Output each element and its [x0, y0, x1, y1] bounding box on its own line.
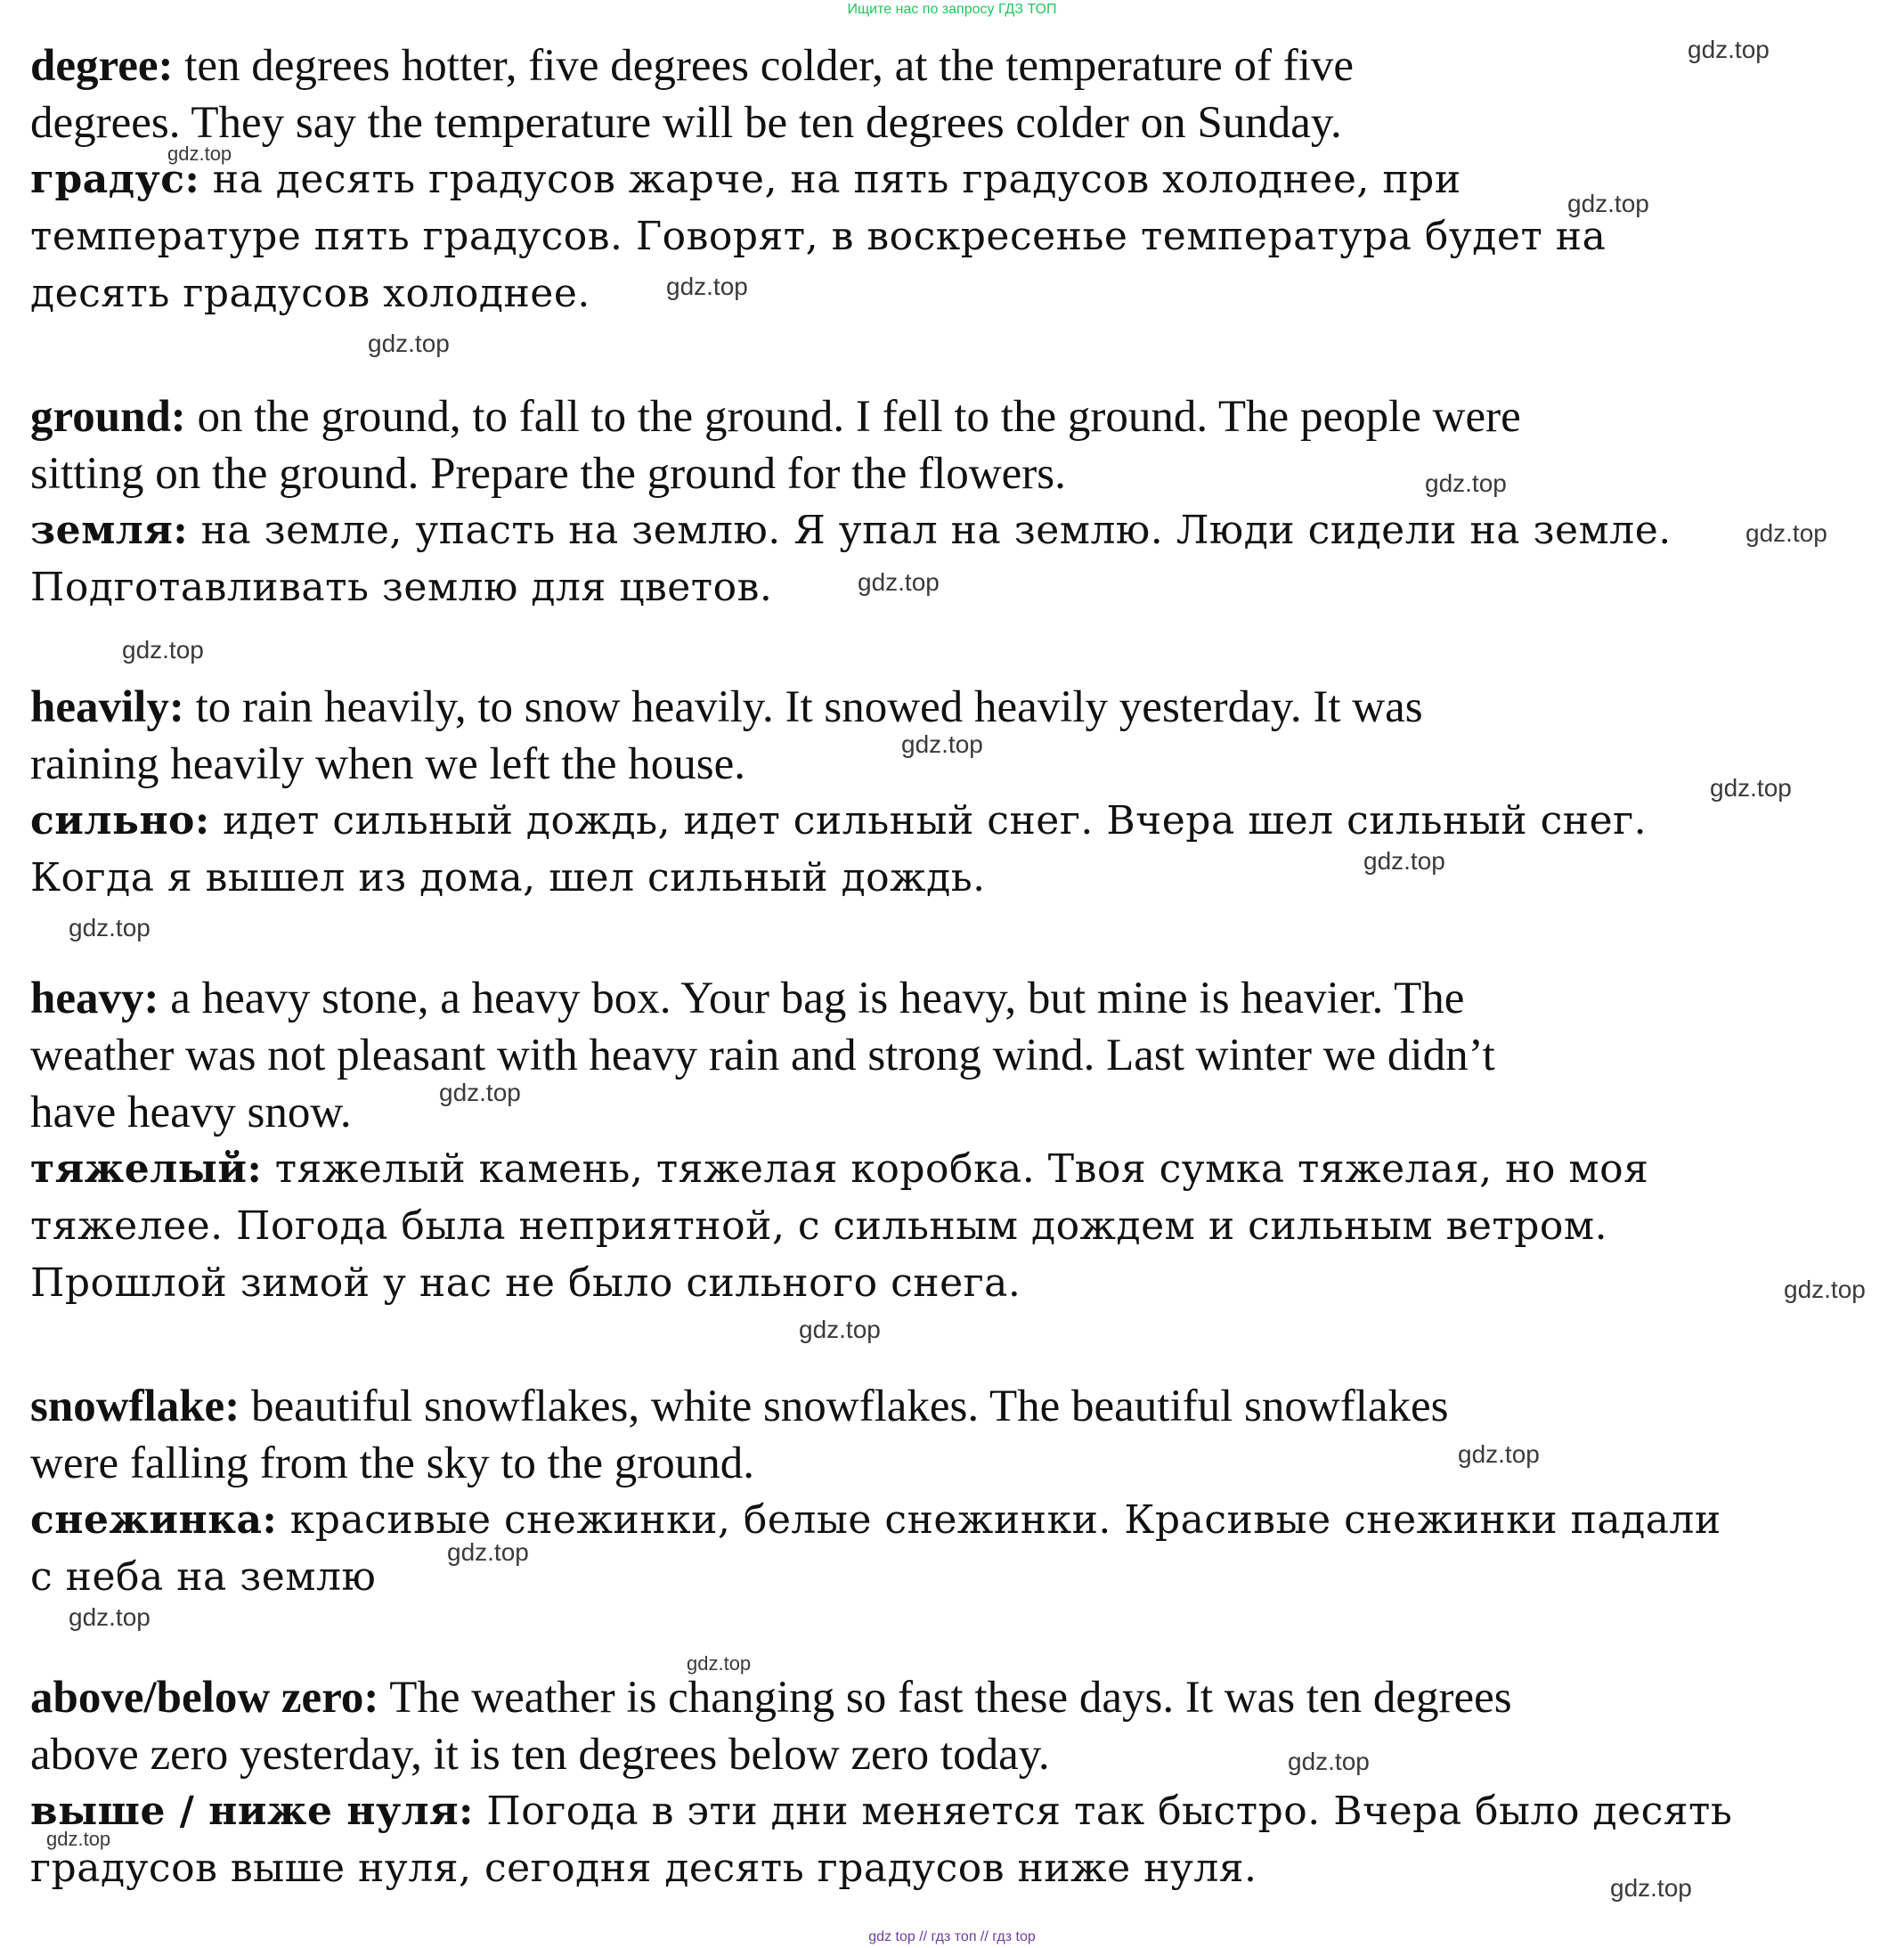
ru-text: на земле, упасть на землю. Я упал на землю. Люди сидели на земле.	[188, 508, 1672, 553]
entry-heavy	[30, 970, 1838, 1312]
watermark: gdz.top	[1458, 1440, 1540, 1468]
watermark: gdz.top	[1710, 774, 1792, 802]
en-line-1	[30, 1669, 1838, 1726]
ru-line-2: Когда я вышел из дома, шел сильный дождь.	[30, 855, 986, 901]
footer: gdz top // гдз топ // гдз top	[868, 1929, 1036, 1944]
ru-term: выше / ниже нуля:	[30, 1789, 474, 1834]
en-line-1	[30, 970, 1838, 1027]
watermark: gdz.top	[167, 143, 232, 165]
ru-line-3: десять градусов холоднее.	[30, 271, 590, 316]
top-banner: Ищите нас по запросу ГДЗ ТОП	[847, 2, 1057, 17]
entry-degree	[30, 37, 1838, 322]
watermark: gdz.top	[687, 1652, 752, 1675]
entry-snowflake	[30, 1378, 1838, 1606]
watermark: gdz.top	[1784, 1276, 1866, 1303]
en-line-2: raining heavily when we left the house.	[30, 739, 746, 789]
watermark: gdz.top	[1745, 519, 1827, 547]
ru-text: идет сильный дождь, идет сильный снег. Вчера шел сильный снег.	[209, 798, 1648, 844]
ru-line-1	[30, 1492, 1838, 1549]
en-line-1	[30, 388, 1838, 445]
ru-term: земля:	[30, 508, 189, 553]
watermark: gdz.top	[122, 636, 204, 664]
ru-text: на десять градусов жарче, на пять градусов холоднее, при	[199, 157, 1461, 202]
ru-line-3: Прошлой зимой у нас не было сильного снега.	[30, 1260, 1021, 1306]
ru-line-2: Подготавливать землю для цветов.	[30, 565, 773, 610]
en-text: to rain heavily, to snow heavily. It snowed heavily yesterday. It was	[183, 682, 1423, 732]
en-term: heavy:	[30, 974, 159, 1023]
ru-line-1	[30, 1141, 1838, 1198]
ru-text: Погода в эти дни меняется так быстро. Вчера было десять	[473, 1789, 1733, 1834]
en-text: on the ground, to fall to the ground. I fell to the ground. The people were	[185, 392, 1521, 442]
en-text: ten degrees hotter, five degrees colder, at the temperature of five	[173, 41, 1355, 91]
ru-line-1	[30, 1783, 1838, 1840]
ru-line-2: тяжелее. Погода была неприятной, с сильным дождем и сильным ветром.	[30, 1203, 1608, 1249]
watermark: gdz.top	[1288, 1748, 1370, 1775]
en-text: The weather is changing so fast these days. It was ten degrees	[378, 1673, 1512, 1723]
watermark: gdz.top	[666, 273, 748, 300]
en-text: a heavy stone, a heavy box. Your bag is heavy, but mine is heavier. The	[159, 974, 1465, 1023]
watermark: gdz.top	[1610, 1874, 1692, 1902]
watermark: gdz.top	[858, 568, 940, 596]
watermark: gdz.top	[69, 914, 151, 941]
watermark: gdz.top	[447, 1538, 529, 1566]
en-term: heavily:	[30, 682, 184, 732]
watermark: gdz.top	[69, 1603, 151, 1631]
ru-line-2: температуре пять градусов. Говорят, в воскресенье температура будет на	[30, 214, 1607, 259]
watermark: gdz.top	[799, 1316, 881, 1343]
ru-term: снежинка:	[30, 1497, 278, 1543]
ru-line-2: с неба на землю	[30, 1554, 377, 1600]
watermark: gdz.top	[1688, 36, 1770, 63]
watermark: gdz.top	[439, 1079, 521, 1106]
en-line-2: were falling from the sky to the ground.	[30, 1439, 754, 1488]
watermark: gdz.top	[46, 1828, 111, 1850]
en-line-3: have heavy snow.	[30, 1088, 352, 1137]
watermark: gdz.top	[1425, 469, 1507, 497]
ru-line-1	[30, 793, 1838, 850]
ru-term: градус:	[30, 157, 200, 202]
en-line-2: weather was not pleasant with heavy rain and strong wind. Last winter we didn’t	[30, 1031, 1495, 1080]
en-term: snowflake:	[30, 1382, 240, 1431]
watermark: gdz.top	[1363, 847, 1445, 875]
watermark: gdz.top	[1567, 190, 1649, 217]
en-term: above/below zero:	[30, 1673, 379, 1723]
en-line-2: above zero yesterday, it is ten degrees below zero today.	[30, 1730, 1050, 1780]
watermark: gdz.top	[368, 330, 450, 357]
entry-above-below-zero	[30, 1669, 1838, 1897]
ru-text: тяжелый камень, тяжелая коробка. Твоя сумка тяжелая, но моя	[262, 1146, 1649, 1192]
ru-text: красивые снежинки, белые снежинки. Красивые снежинки падали	[277, 1497, 1721, 1543]
entry-heavily	[30, 679, 1838, 907]
en-term: ground:	[30, 392, 186, 442]
ru-term: сильно:	[30, 798, 210, 844]
ru-line-1	[30, 502, 1838, 559]
ru-line-2: градусов выше нуля, сегодня десять градусов ниже нуля.	[30, 1846, 1257, 1891]
ru-term: тяжелый:	[30, 1146, 263, 1192]
en-line-1	[30, 37, 1838, 94]
en-text: beautiful snowflakes, white snowflakes. The beautiful snowflakes	[240, 1382, 1449, 1431]
en-line-1	[30, 1378, 1838, 1435]
en-term: degree:	[30, 41, 174, 91]
en-line-2: degrees. They say the temperature will be ten degrees colder on Sunday.	[30, 98, 1342, 148]
watermark: gdz.top	[901, 730, 983, 758]
en-line-2: sitting on the ground. Prepare the ground for the flowers.	[30, 449, 1066, 499]
en-line-1	[30, 679, 1838, 736]
